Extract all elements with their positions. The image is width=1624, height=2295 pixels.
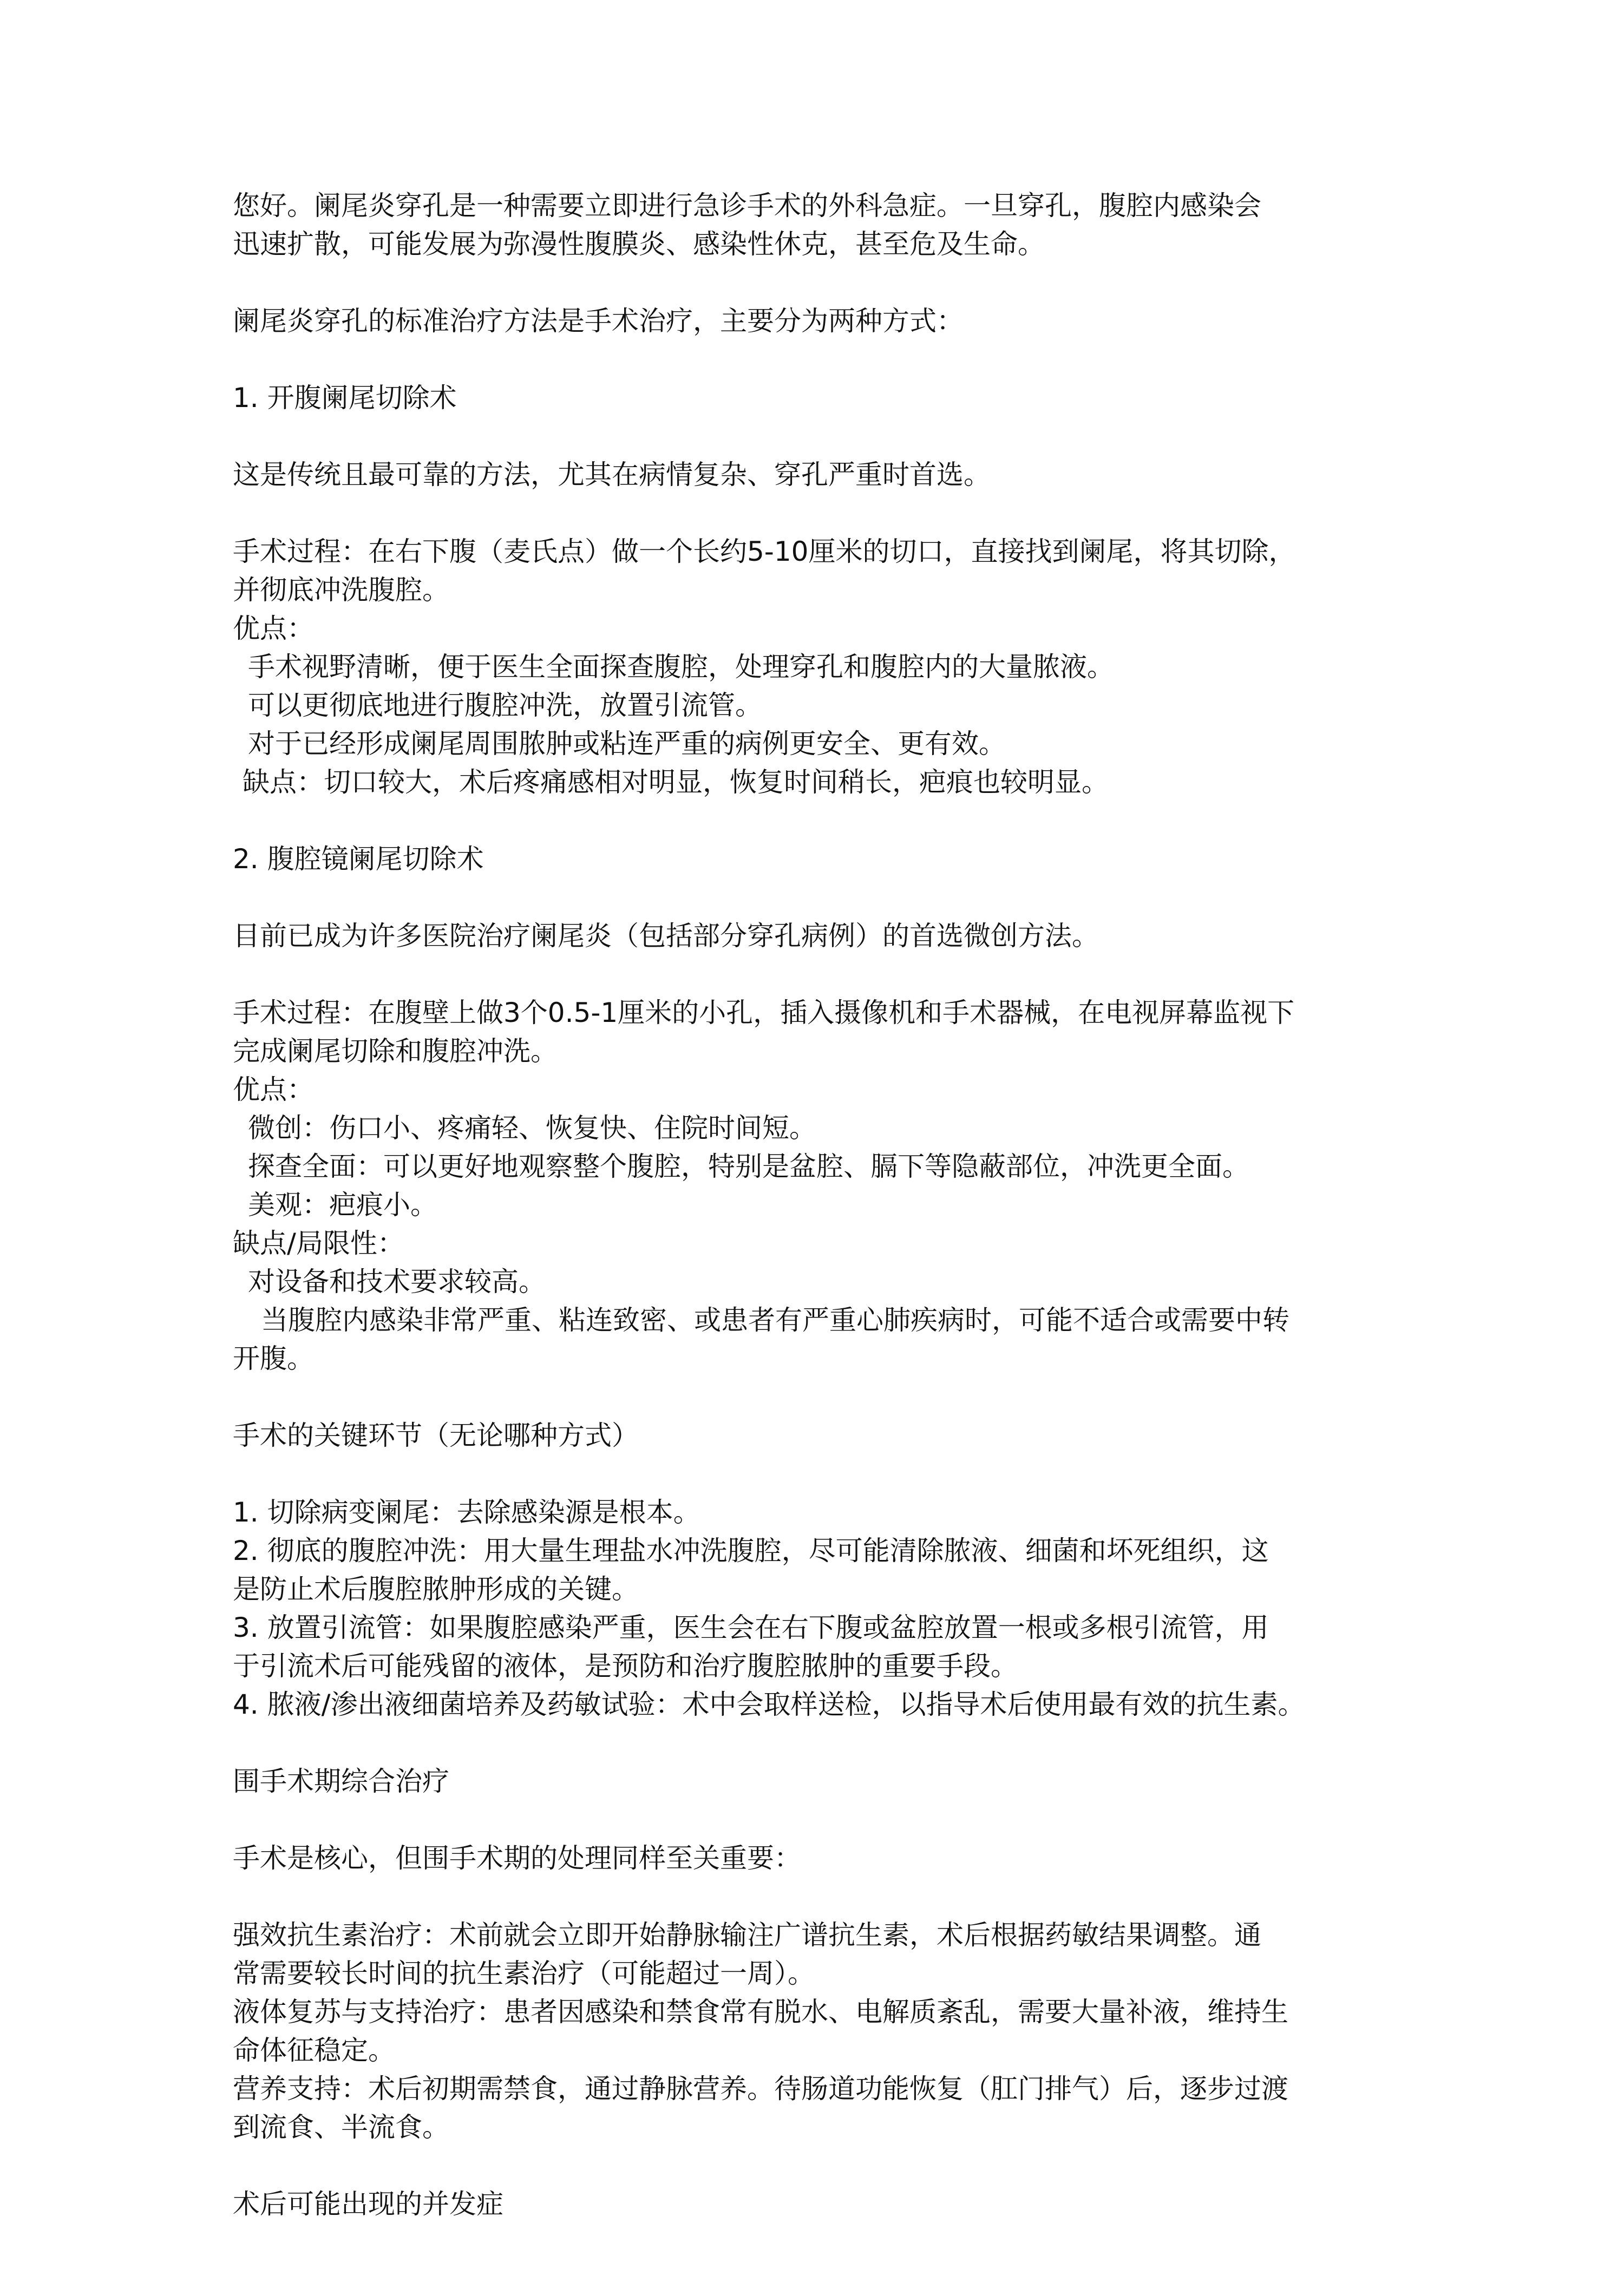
laparoscopic-con-item: 当腹腔内感染非常严重、粘连致密、或患者有严重心肺疾病时，可能不适合或需要中转 xyxy=(261,1304,1289,1336)
laparoscopic-con-item-cont: 开腹。 xyxy=(233,1343,314,1374)
open-surgery-process-1: 手术过程：在右下腹（麦氏点）做一个长约5-10厘米的切口，直接找到阑尾，将其切除， xyxy=(233,536,1296,567)
open-surgery-pro-item: 手术视野清晰，便于医生全面探查腹腔，处理穿孔和腹腔内的大量脓液。 xyxy=(248,651,1114,683)
laparoscopic-pro-item: 探查全面：可以更好地观察整个腹腔，特别是盆腔、膈下等隐蔽部位，冲洗更全面。 xyxy=(248,1151,1249,1182)
blank-line xyxy=(233,802,1413,840)
blank-line xyxy=(233,878,1413,917)
nutrition-support-1: 营养支持：术后初期需禁食，通过静脉营养。待肠道功能恢复（肛门排气）后，逐步过渡 xyxy=(233,2073,1288,2104)
blank-line xyxy=(233,1378,1413,1417)
laparoscopic-pro-item: 美观：疤痕小。 xyxy=(248,1189,437,1221)
laparoscopic-pros-label: 优点： xyxy=(233,1074,314,1105)
laparoscopic-cons-label: 缺点/局限性： xyxy=(233,1228,404,1259)
laparoscopic-con-item: 对设备和技术要求较高。 xyxy=(248,1266,546,1297)
blank-line xyxy=(233,955,1413,994)
key-step-3: 3. 放置引流管：如果腹腔感染严重，医生会在右下腹或盆腔放置一根或多根引流管，用 xyxy=(233,1612,1269,1643)
fluid-support-2: 命体征稳定。 xyxy=(233,2035,395,2066)
antibiotic-therapy-1: 强效抗生素治疗：术前就会立即开始静脉输注广谱抗生素，术后根据药敏结果调整。通 xyxy=(233,1919,1261,1951)
blank-line xyxy=(233,1878,1413,1916)
intro-line-1: 您好。阑尾炎穿孔是一种需要立即进行急诊手术的外科急症。一旦穿孔，腹腔内感染会 xyxy=(233,190,1261,221)
open-surgery-pro-item: 对于已经形成阑尾周围脓肿或粘连严重的病例更安全、更有效。 xyxy=(248,728,1006,759)
blank-line xyxy=(233,1801,1413,1839)
section-heading-open-surgery: 1. 开腹阑尾切除术 xyxy=(233,382,457,414)
antibiotic-therapy-2: 常需要较长时间的抗生素治疗（可能超过一周）。 xyxy=(233,1958,815,1989)
key-step-4: 4. 脓液/渗出液细菌培养及药敏试验：术中会取样送检，以指导术后使用最有效的抗生素。 xyxy=(233,1689,1305,1720)
blank-line xyxy=(233,494,1413,533)
section-heading-key-steps: 手术的关键环节（无论哪种方式） xyxy=(233,1420,639,1451)
blank-line xyxy=(233,2147,1413,2185)
open-surgery-pros-label: 优点： xyxy=(233,613,314,644)
key-step-3-cont: 于引流术后可能残留的液体，是预防和治疗腹腔脓肿的重要手段。 xyxy=(233,1650,1018,1682)
perioperative-intro: 手术是核心，但围手术期的处理同样至关重要： xyxy=(233,1842,801,1874)
open-surgery-pro-item: 可以更彻底地进行腹腔冲洗，放置引流管。 xyxy=(248,690,762,721)
laparoscopic-intro: 目前已成为许多医院治疗阑尾炎（包括部分穿孔病例）的首选微创方法。 xyxy=(233,920,1099,952)
key-step-2-cont: 是防止术后腹腔脓肿形成的关键。 xyxy=(233,1573,639,1605)
nutrition-support-2: 到流食、半流食。 xyxy=(233,2112,449,2143)
key-step-1: 1. 切除病变阑尾：去除感染源是根本。 xyxy=(233,1497,700,1528)
intro-line-2: 迅速扩散，可能发展为弥漫性腹膜炎、感染性休克，甚至危及生命。 xyxy=(233,228,1045,260)
section-heading-laparoscopic: 2. 腹腔镜阑尾切除术 xyxy=(233,843,484,875)
blank-line xyxy=(233,264,1413,302)
document-page xyxy=(233,187,1413,2224)
laparoscopic-pro-item: 微创：伤口小、疼痛轻、恢复快、住院时间短。 xyxy=(248,1112,816,1144)
open-surgery-cons: 缺点：切口较大，术后疼痛感相对明显，恢复时间稍长，疤痕也较明显。 xyxy=(243,766,1109,798)
section-heading-complications: 术后可能出现的并发症 xyxy=(233,2188,503,2220)
blank-line xyxy=(233,1724,1413,1762)
laparoscopic-process-2: 完成阑尾切除和腹腔冲洗。 xyxy=(233,1035,558,1067)
blank-line xyxy=(233,1455,1413,1493)
treatment-overview: 阑尾炎穿孔的标准治疗方法是手术治疗，主要分为两种方式： xyxy=(233,305,964,337)
section-heading-perioperative: 围手术期综合治疗 xyxy=(233,1766,449,1797)
fluid-support-1: 液体复苏与支持治疗：患者因感染和禁食常有脱水、电解质紊乱，需要大量补液，维持生 xyxy=(233,1996,1288,2028)
blank-line xyxy=(233,340,1413,379)
open-surgery-process-2: 并彻底冲洗腹腔。 xyxy=(233,574,449,606)
laparoscopic-process-1: 手术过程：在腹壁上做3个0.5-1厘米的小孔，插入摄像机和手术器械，在电视屏幕监视下 xyxy=(233,997,1295,1028)
key-step-2: 2. 彻底的腹腔冲洗：用大量生理盐水冲洗腹腔，尽可能清除脓液、细菌和坏死组织，这 xyxy=(233,1535,1269,1566)
open-surgery-intro: 这是传统且最可靠的方法，尤其在病情复杂、穿孔严重时首选。 xyxy=(233,459,991,490)
blank-line xyxy=(233,417,1413,456)
